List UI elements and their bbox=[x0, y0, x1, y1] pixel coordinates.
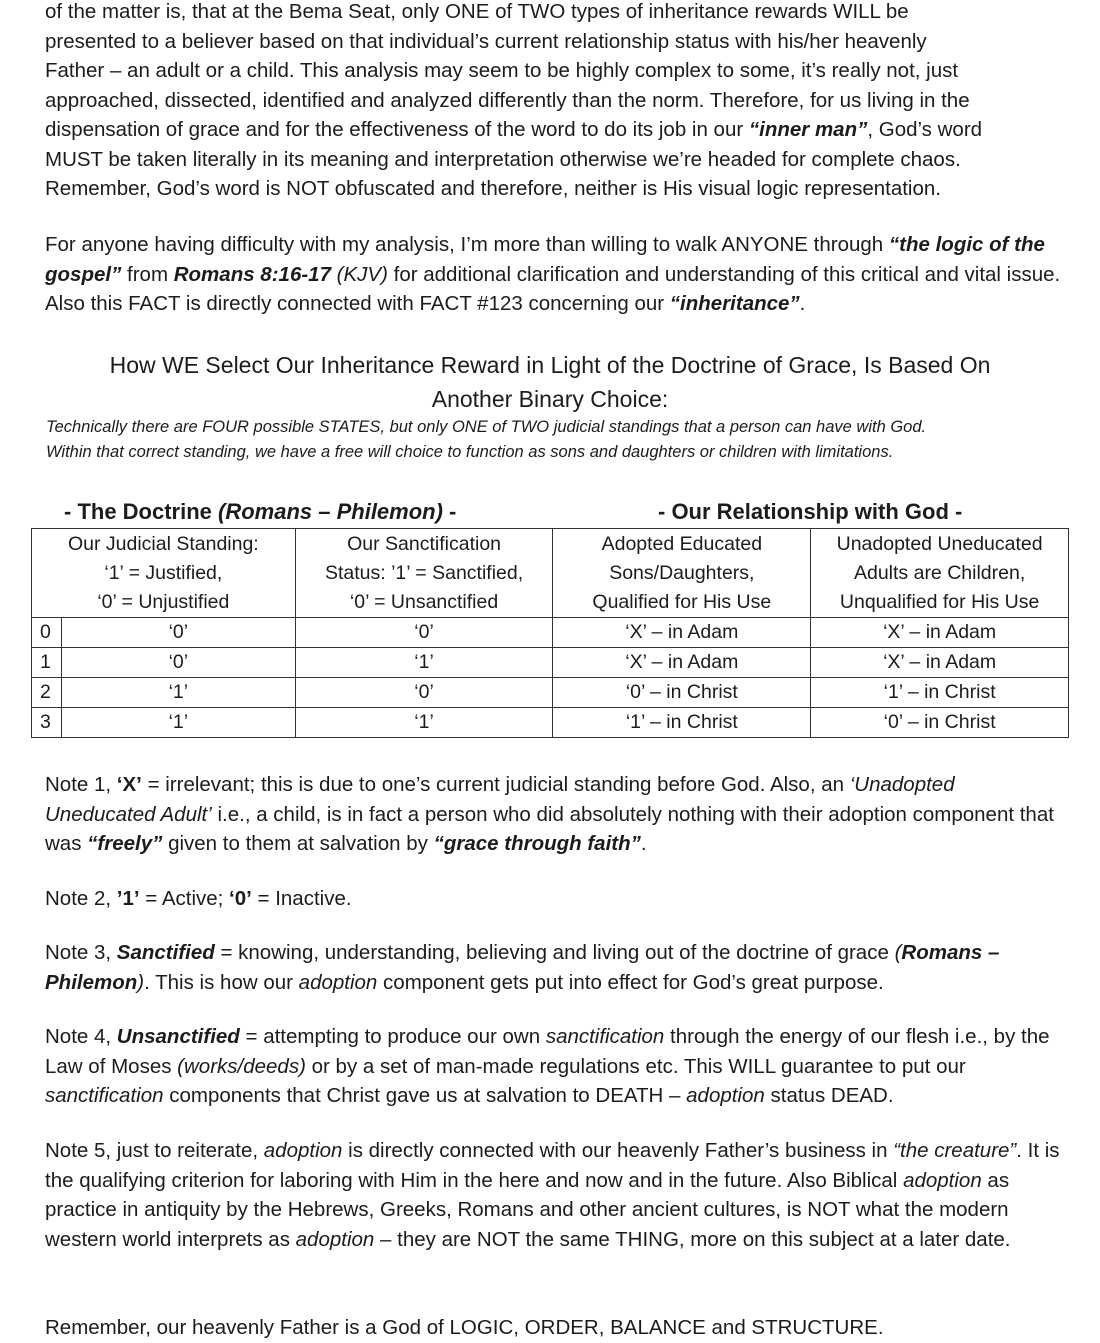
heading-line: Another Binary Choice: bbox=[431, 386, 669, 412]
text-span: . It is the qualifying criterion for laboring with Him in the here and now and in the future. Also Biblical bbox=[45, 1139, 1060, 1192]
cell-judicial: ‘1’ bbox=[61, 678, 295, 708]
text-line bbox=[45, 115, 1065, 145]
cell-unadopted: ‘0’ – in Christ bbox=[811, 708, 1069, 738]
emphasis-logic-of-gospel: “the logic of the gospel” bbox=[45, 233, 1045, 286]
version-label: (KJV) bbox=[330, 262, 388, 286]
row-index: 0 bbox=[32, 618, 62, 648]
header-line: Our Judicial Standing: bbox=[67, 532, 259, 555]
cell-sanctification: ‘0’ bbox=[295, 618, 553, 648]
emphasis-inner-man: “inner man” bbox=[748, 118, 868, 141]
header-line: Our Sanctification bbox=[347, 532, 502, 555]
term-sanctified: Sanctified bbox=[116, 941, 215, 964]
text-span: - bbox=[442, 499, 457, 524]
header-line: Unadopted Uneducated bbox=[836, 532, 1043, 555]
text-span: or by a set of man-made regulations etc. This WILL guarantee to put our bbox=[305, 1054, 966, 1078]
note-3 bbox=[45, 938, 1065, 997]
text-line: MUST be taken literally in its meaning and interpretation otherwise we’re headed for complete chaos. bbox=[45, 147, 961, 171]
text-span: component gets put into effect for God’s great purpose. bbox=[377, 970, 884, 994]
term-adoption: adoption bbox=[263, 1139, 343, 1162]
clarification-paragraph bbox=[45, 230, 1065, 319]
symbol-zero: ‘0’ bbox=[229, 887, 252, 910]
header-line: ‘0’ = Unjustified bbox=[97, 590, 230, 613]
header-line: Status: ’1’ = Sanctified, bbox=[324, 561, 524, 584]
text-line: of the matter is, that at the Bema Seat, only ONE of TWO types of inheritance rewards WILL be bbox=[45, 0, 909, 23]
text-span: Note 3, bbox=[45, 941, 117, 964]
header-line: Adopted Educated bbox=[601, 532, 763, 555]
cell-adopted: ‘0’ – in Christ bbox=[553, 678, 811, 708]
cell-sanctification: ‘1’ bbox=[295, 648, 553, 678]
text-span: ) bbox=[137, 970, 145, 994]
term-works-deeds: (works/deeds) bbox=[177, 1054, 306, 1078]
table-row bbox=[32, 708, 1069, 738]
text-span: Note 1, bbox=[45, 773, 117, 796]
table-row bbox=[32, 618, 1069, 648]
note-5 bbox=[45, 1136, 1065, 1254]
states-table bbox=[31, 528, 1069, 738]
text-span: Note 4, bbox=[45, 1025, 117, 1048]
closing-statement: Remember, our heavenly Father is a God of LOGIC, ORDER, BALANCE and STRUCTURE. bbox=[45, 1316, 884, 1339]
note-4 bbox=[45, 1022, 1065, 1111]
term-unsanctified: Unsanctified bbox=[116, 1025, 240, 1048]
term-adoption: adoption bbox=[295, 1227, 375, 1251]
heading-subtext bbox=[46, 415, 1076, 465]
text-span: components that Christ gave us at salvation to DEATH – bbox=[163, 1084, 687, 1107]
header-line: ‘1’ = Justified, bbox=[104, 561, 223, 584]
header-line: Unqualified for His Use bbox=[839, 590, 1040, 613]
text-span: = Active; bbox=[139, 887, 230, 910]
cell-sanctification: ‘0’ bbox=[295, 678, 553, 708]
text-span: . bbox=[640, 832, 647, 855]
text-span: Note 2, bbox=[45, 887, 117, 910]
cell-adopted: ‘X’ – in Adam bbox=[553, 618, 811, 648]
text-span: given to them at salvation by bbox=[162, 832, 434, 855]
term-adoption: adoption bbox=[298, 970, 378, 994]
emphasis-grace-through-faith: “grace through faith” bbox=[433, 832, 641, 855]
text-span: , God’s word bbox=[867, 118, 983, 141]
table-header-row bbox=[32, 529, 1069, 618]
text-line: presented to a believer based on that individual’s current relationship status with his/her heavenly bbox=[45, 29, 927, 53]
text-span: = attempting to produce our own bbox=[239, 1025, 546, 1048]
intro-paragraph bbox=[45, 0, 1065, 204]
text-span: – they are NOT the same THING, more on this subject at a later date. bbox=[374, 1227, 1011, 1251]
row-index: 2 bbox=[32, 678, 62, 708]
header-line: ‘0’ = Unsanctified bbox=[349, 590, 499, 613]
cell-judicial: ‘0’ bbox=[61, 618, 295, 648]
cell-unadopted: ‘X’ – in Adam bbox=[811, 618, 1069, 648]
row-index: 3 bbox=[32, 708, 62, 738]
subtext-line: Technically there are FOUR possible STATES, but only ONE of TWO judicial standings that a person can have with God. bbox=[46, 418, 927, 436]
note-2 bbox=[45, 884, 1065, 914]
text-span: ( bbox=[894, 941, 902, 964]
text-span: For anyone having difficulty with my analysis, I’m more than willing to walk ANYONE through bbox=[45, 233, 889, 256]
text-span: . bbox=[799, 292, 806, 315]
text-span: dispensation of grace and for the effectiveness of the word to do its job in our bbox=[45, 118, 749, 141]
header-line: Adults are Children, bbox=[853, 561, 1026, 584]
cell-judicial: ‘0’ bbox=[61, 648, 295, 678]
scripture-reference: Romans 8:16-17 bbox=[173, 262, 331, 286]
table-row bbox=[32, 678, 1069, 708]
header-unadopted bbox=[811, 529, 1069, 618]
text-span: for additional clarification and understanding of this critical and vital issue. Also this FACT is directly connected with FACT #123 concerning our bbox=[45, 262, 1061, 315]
term-adoption: adoption bbox=[903, 1168, 982, 1192]
text-span: status DEAD. bbox=[764, 1084, 894, 1107]
subtext-line: Within that correct standing, we have a free will choice to function as sons and daughters or children with limitations. bbox=[46, 443, 894, 461]
cell-adopted: ‘X’ – in Adam bbox=[553, 648, 811, 678]
table-row bbox=[32, 648, 1069, 678]
header-adopted bbox=[553, 529, 811, 618]
text-line: approached, dissected, identified and analyzed differently than the norm. Therefore, for us living in the bbox=[45, 88, 970, 112]
term-sanctification: sanctification bbox=[45, 1084, 164, 1107]
text-line: Father – an adult or a child. This analysis may seem to be highly complex to some, it’s really not, just bbox=[45, 59, 959, 82]
text-span: from bbox=[121, 262, 174, 286]
heading-line: How WE Select Our Inheritance Reward in Light of the Doctrine of Grace, Is Based On bbox=[109, 352, 991, 378]
emphasis-inheritance: “inheritance” bbox=[669, 292, 800, 315]
cell-sanctification: ‘1’ bbox=[295, 708, 553, 738]
text-span: (Romans – Philemon) bbox=[218, 499, 443, 524]
relationship-group-heading: - Our Relationship with God - bbox=[658, 499, 963, 524]
cell-adopted: ‘1’ – in Christ bbox=[553, 708, 811, 738]
text-span: = Inactive. bbox=[251, 887, 352, 910]
emphasis-unadopted-adult: ‘Unadopted Uneducated Adult’ bbox=[45, 773, 955, 826]
text-line: Remember, God’s word is NOT obfuscated and therefore, neither is His visual logic representation. bbox=[45, 177, 941, 200]
header-line: Qualified for His Use bbox=[592, 590, 772, 613]
emphasis-freely: “freely” bbox=[87, 832, 163, 855]
text-span: . This is how our bbox=[144, 970, 299, 994]
symbol-one: ’1’ bbox=[116, 887, 140, 910]
header-judicial-standing bbox=[32, 529, 296, 618]
text-span: - The Doctrine bbox=[64, 499, 219, 524]
text-span: Note 5, just to reiterate, bbox=[45, 1139, 264, 1162]
header-line: Sons/Daughters, bbox=[609, 561, 755, 584]
symbol-x: ‘X’ bbox=[116, 773, 142, 796]
term-sanctification: sanctification bbox=[545, 1025, 665, 1048]
text-span: = knowing, understanding, believing and living out of the doctrine of grace bbox=[214, 941, 895, 964]
term-adoption: adoption bbox=[686, 1084, 765, 1107]
note-1 bbox=[45, 770, 1065, 859]
doctrine-group-heading bbox=[64, 496, 456, 528]
text-span: = irrelevant; this is due to one’s current judicial standing before God. Also, an bbox=[141, 773, 850, 796]
text-span: is directly connected with our heavenly Father’s business in bbox=[342, 1139, 894, 1162]
text-span: through the energy of our flesh i.e., by the Law of Moses bbox=[45, 1025, 1050, 1078]
cell-judicial: ‘1’ bbox=[61, 708, 295, 738]
cell-unadopted: ‘1’ – in Christ bbox=[811, 678, 1069, 708]
cell-unadopted: ‘X’ – in Adam bbox=[811, 648, 1069, 678]
term-the-creature: “the creature” bbox=[893, 1139, 1017, 1162]
row-index: 1 bbox=[32, 648, 62, 678]
text-span: i.e., a child, is in fact a person who did absolutely nothing with their adoption component that was bbox=[45, 802, 1054, 855]
text-span: as practice in antiquity by the Hebrews, Greeks, Romans and other ancient cultures, is NOT what the modern western world interprets as bbox=[45, 1168, 1010, 1251]
header-sanctification bbox=[295, 529, 553, 618]
scripture-range: Romans – Philemon bbox=[45, 941, 1000, 994]
section-heading bbox=[0, 348, 1100, 416]
